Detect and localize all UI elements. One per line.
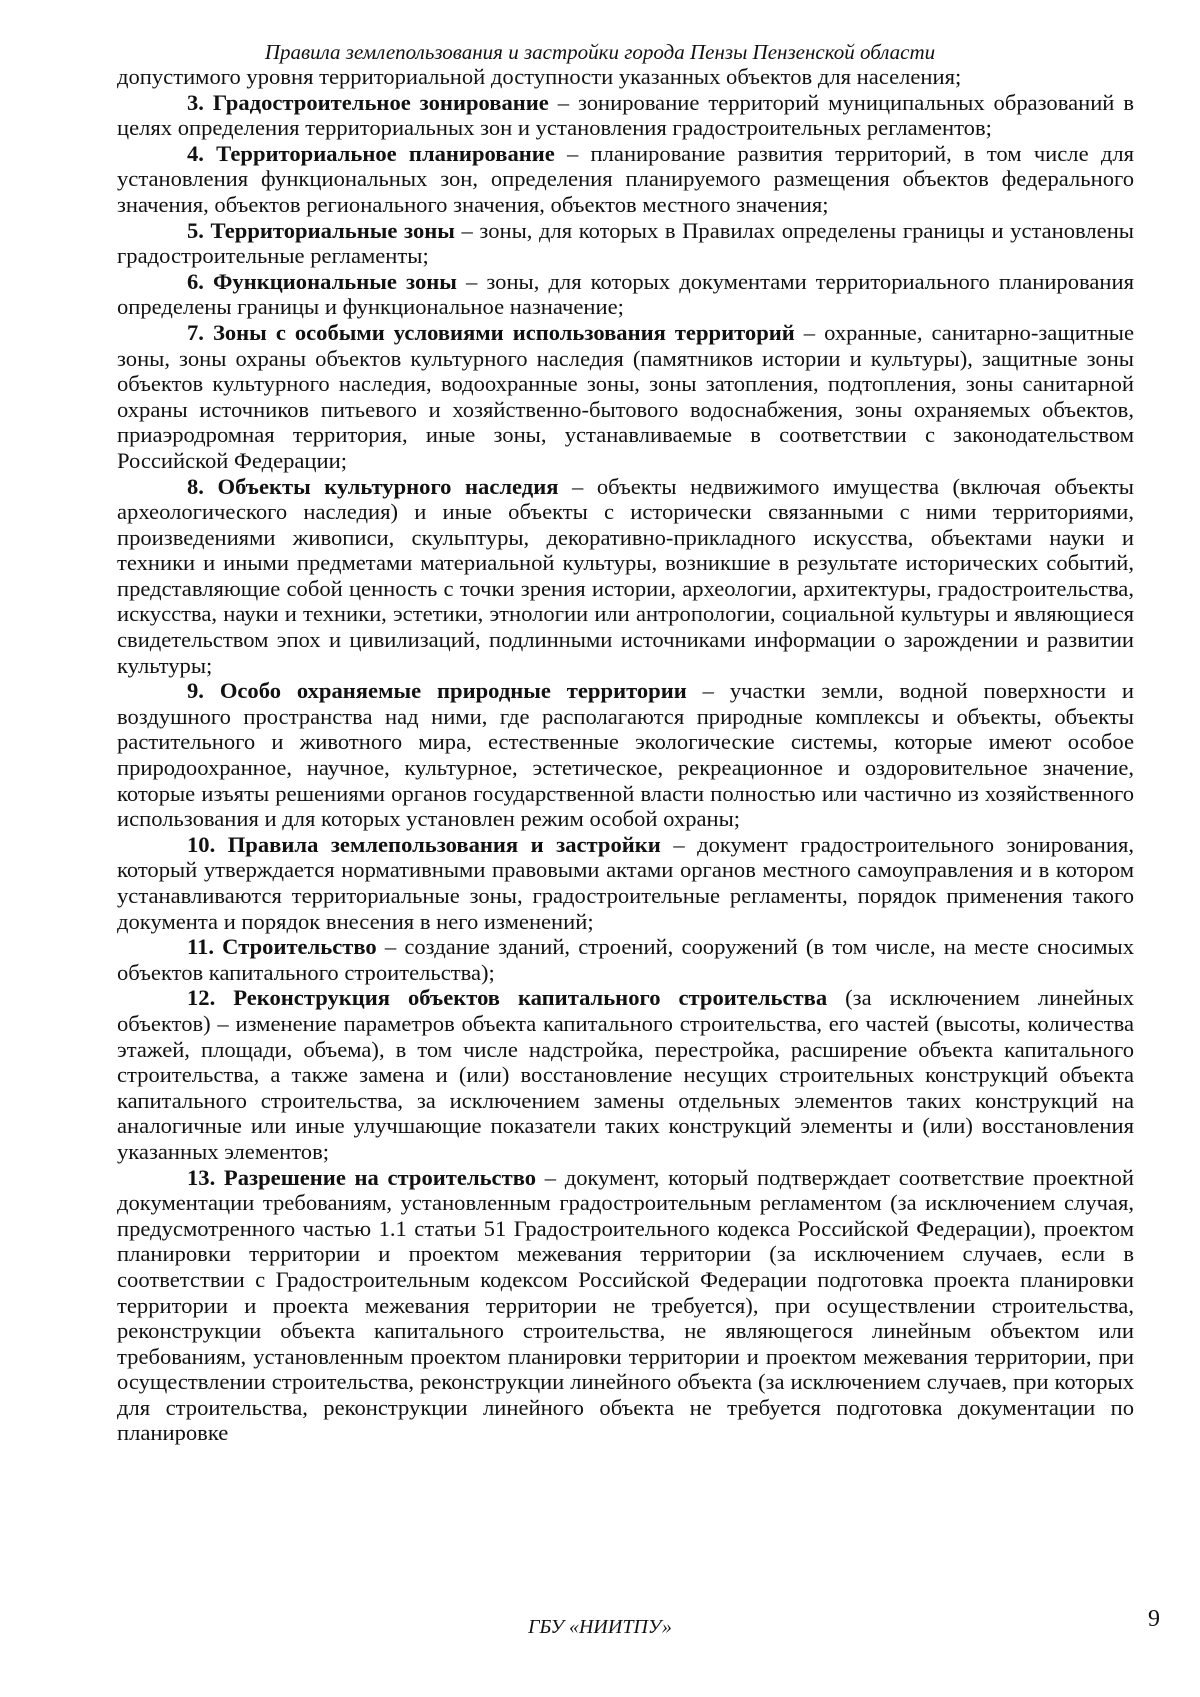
definition-paragraph bbox=[117, 474, 1134, 679]
definition-term: 13. Разрешение на строительство bbox=[187, 1164, 537, 1190]
document-body bbox=[117, 64, 1134, 1446]
definition-term: 10. Правила землепользования и застройки bbox=[187, 831, 661, 857]
continuation-paragraph: допустимого уровня территориальной доступности указанных объектов для населения; bbox=[117, 64, 962, 89]
definition-paragraph bbox=[117, 269, 1134, 320]
definition-text: – зонирование территорий муниципальных образований в целях определения территориальных зон и установления градостроительных регламентов; bbox=[117, 89, 1134, 141]
definition-paragraph bbox=[117, 218, 1134, 269]
definition-term: 6. Функциональные зоны bbox=[187, 268, 457, 294]
definition-term: 12. Реконструкция объектов капитального строительства bbox=[187, 985, 828, 1011]
definition-text: (за исключением линейных объектов) – изменение параметров объекта капитального строительства, его частей (высоты, количества этажей, площади, объема), в том числе надстройка, перестройка, расширение объекта капитального строительства, а также замена и (или) восстановление несущих строительных конструкций объекта капитального строительства, за исключением замены отдельных элементов таких конструкций на аналогичные или иные улучшающие показатели таких конструкций элементы и (или) восстановления указанных элементов; bbox=[117, 985, 1134, 1164]
definition-paragraph bbox=[117, 832, 1134, 934]
definition-paragraph bbox=[117, 90, 1134, 141]
definition-text: – документ, который подтверждает соответствие проектной документации требованиям, установленным градостроительным регламентом (за исключением случая, предусмотренного частью 1.1 статьи 51 Градостроительного кодекса Российской Федерации), проектом планировки территории и проектом межевания территории (за исключением случаев, если в соответствии с Градостроительным кодексом Российской Федерации подготовка проекта планировки территории и проекта межевания территории не требуется), при осуществлении строительства, реконструкции объекта капитального строительства, не являющегося линейным объектом или требованиям, установленным проектом планировки территории и проектом межевания территории, при осуществлении строительства, реконструкции линейного объекта (за исключением случаев, при которых для строительства, реконструкции линейного объекта не требуется подготовка документации по планировке bbox=[117, 1164, 1134, 1446]
definition-term: 11. Строительство bbox=[187, 934, 377, 960]
definition-text: – участки земли, водной поверхности и воздушного пространства над ними, где располагаются природные комплексы и объекты, объекты растительного и животного мира, естественные экологические системы, которые имеют особое природоохранное, научное, культурное, эстетическое, рекреационное и оздоровительное значение, которые изъяты решениями органов государственной власти полностью или частично из хозяйственного использования и для которых установлен режим особой охраны; bbox=[117, 678, 1135, 832]
definition-text: – зоны, для которых документами территориального планирования определены границы и функциональное назначение; bbox=[117, 268, 1134, 320]
page-number: 9 bbox=[1148, 1606, 1160, 1632]
definition-text: – зоны, для которых в Правилах определены границы и установлены градостроительные регламенты; bbox=[117, 217, 1134, 269]
definition-term: 5. Территориальные зоны bbox=[187, 217, 455, 243]
definition-term: 3. Градостроительное зонирование bbox=[187, 89, 549, 115]
footer-organization: ГБУ «НИИТПУ» bbox=[528, 1616, 672, 1638]
definition-text: – охранные, санитарно-защитные зоны, зоны охраны объектов культурного наследия (памятников истории и культуры), защитные зоны объектов культурного наследия, водоохранные зоны, зоны затопления, подтопления, зоны санитарной охраны источников питьевого и хозяйственно-бытового водоснабжения, зоны охраняемых объектов, приаэродромная территория, иные зоны, устанавливаемые в соответствии с законодательством Российской Федерации; bbox=[117, 319, 1134, 473]
definition-text: – планирование развития территорий, в том числе для установления функциональных зон, определения планируемого размещения объектов федерального значения, объектов регионального значения, объектов местного значения; bbox=[117, 140, 1134, 217]
definition-paragraph bbox=[117, 678, 1134, 832]
definition-text: – создание зданий, строений, сооружений (в том числе, на месте сносимых объектов капитального строительства); bbox=[117, 934, 1134, 985]
running-title: Правила землепользования и застройки города Пензы Пензенской области bbox=[264, 40, 936, 64]
definition-text: – документ градостроительного зонирования, который утверждается нормативными правовыми актами органов местного самоуправления и в котором устанавливаются территориальные зоны, градостроительные регламенты, порядок применения такого документа и порядок внесения в него изменений; bbox=[117, 831, 1134, 934]
definition-paragraph bbox=[117, 934, 1134, 985]
definition-paragraph bbox=[117, 320, 1134, 474]
definition-term: 7. Зоны с особыми условиями использования территорий bbox=[187, 319, 795, 345]
definition-paragraph bbox=[117, 1165, 1134, 1447]
definition-term: 8. Объекты культурного наследия bbox=[187, 473, 559, 499]
definition-text: – объекты недвижимого имущества (включая объекты археологического наследия) и иные объекты с исторически связанными с ними территориями, произведениями живописи, скульптуры, декоративно-прикладного искусства, объектами науки и техники и иными предметами материальной культуры, возникшие в результате исторических событий, представляющие собой ценность с точки зрения истории, археологии, архитектуры, градостроительства, искусства, науки и техники, эстетики, этнологии или антропологии, социальной культуры и являющиеся свидетельством эпох и цивилизаций, подлинными источниками информации о зарождении и развитии культуры; bbox=[117, 473, 1134, 678]
definition-paragraph bbox=[117, 141, 1134, 218]
definition-paragraph bbox=[117, 985, 1134, 1164]
definition-term: 9. Особо охраняемые природные территории bbox=[187, 678, 687, 704]
definition-term: 4. Территориальное планирование bbox=[187, 140, 555, 166]
